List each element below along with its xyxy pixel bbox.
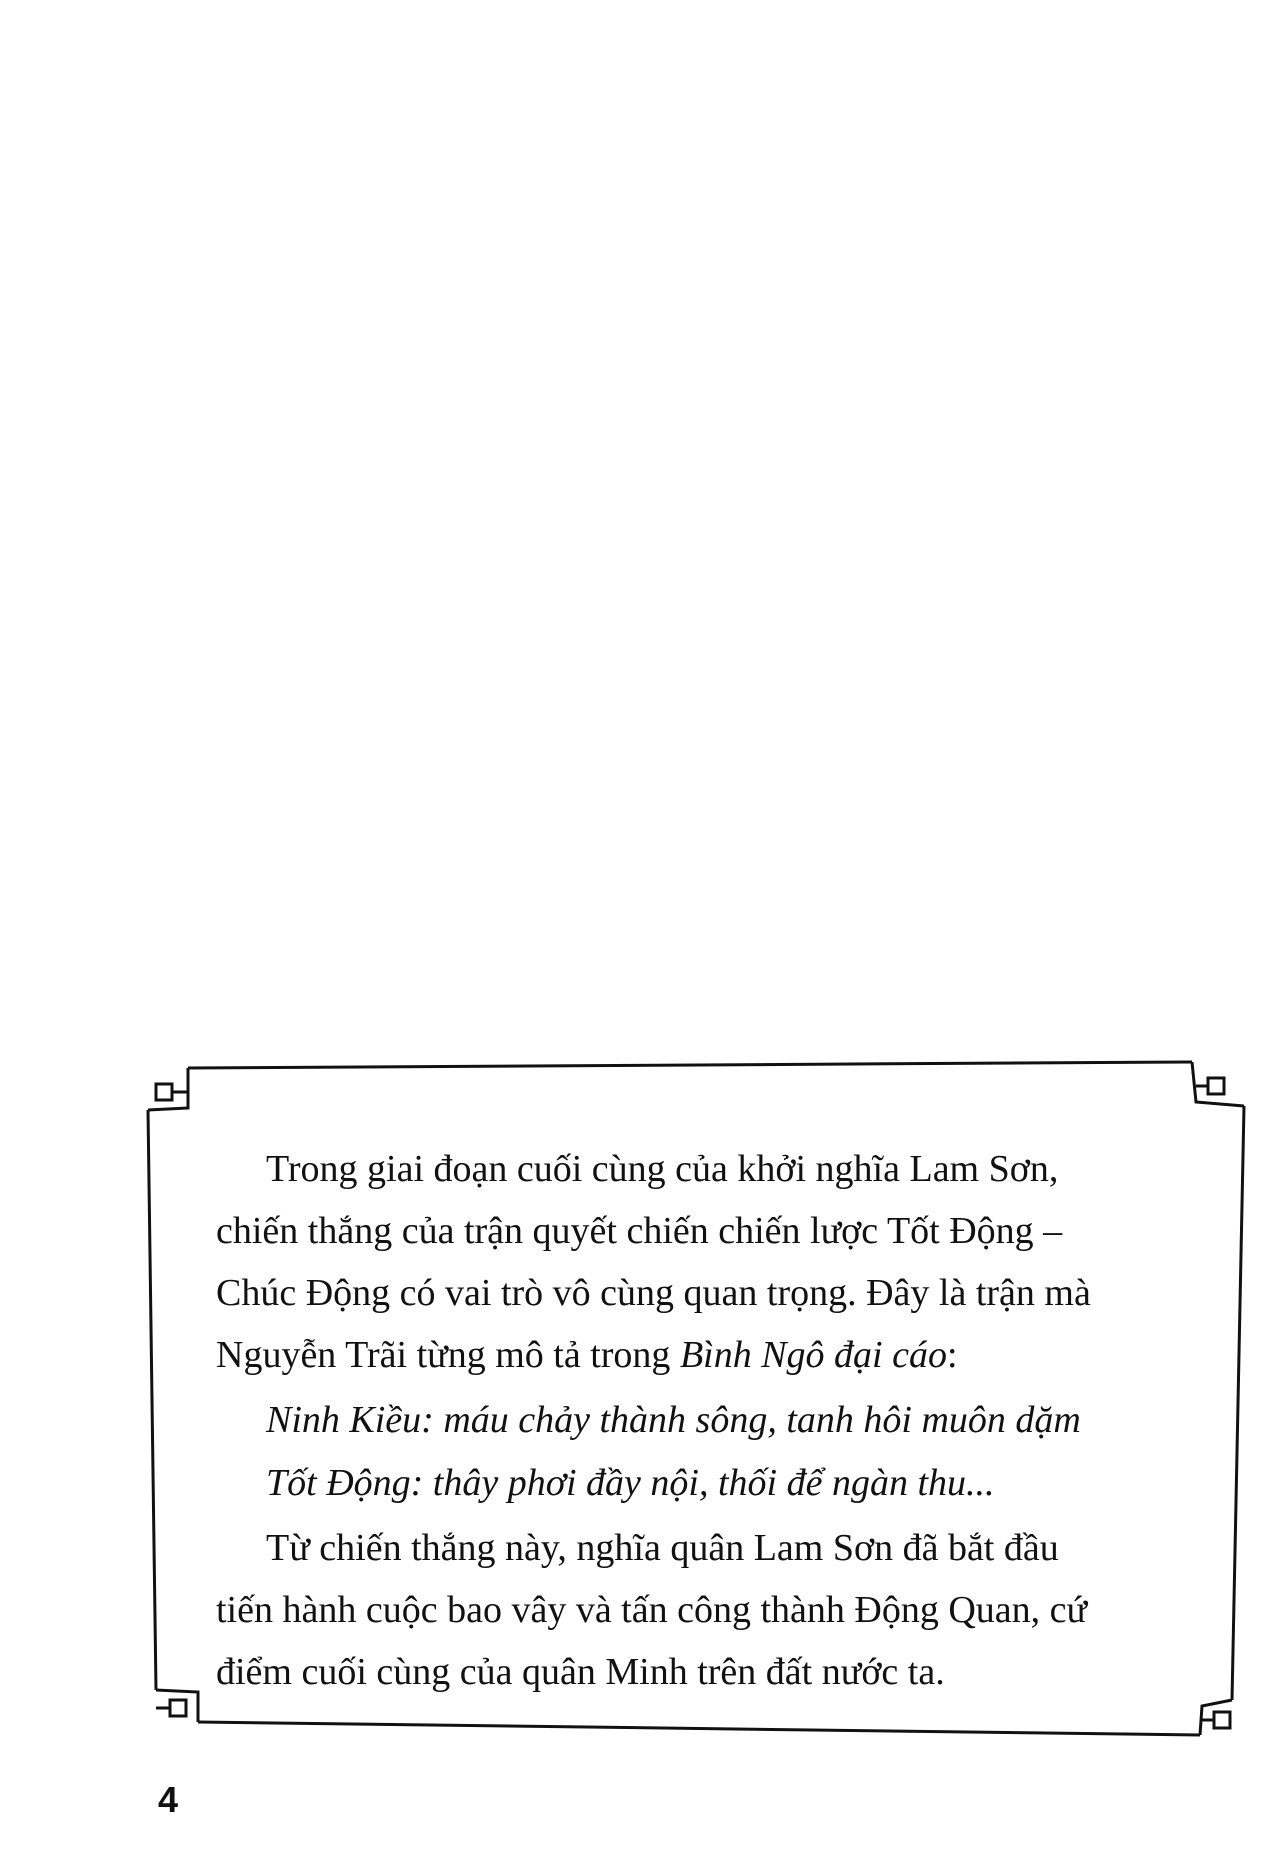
paragraph-1-line-4-prefix: Nguyễn Trãi từng mô tả trong [216, 1334, 680, 1376]
paragraph-2-line-2: tiến hành cuộc bao vây và tấn công thành Động Quan, cứ [216, 1589, 1088, 1631]
paragraph-1-line-3: Chúc Động có vai trò vô cùng quan trọng. Đây là trận mà [216, 1272, 1091, 1314]
page-number: 4 [158, 1779, 179, 1820]
book-title: Bình Ngô đại cáo [679, 1334, 947, 1376]
paragraph-1-line-4 [216, 1333, 958, 1377]
paragraph-2-line-3: điểm cuối cùng của quân Minh trên đất nước ta. [216, 1651, 945, 1693]
paragraph-1-line-4-suffix: : [946, 1334, 958, 1376]
quote-line-1: Ninh Kiều: máu chảy thành sông, tanh hôi muôn dặm [266, 1399, 1081, 1441]
paragraph-2-line-1: Từ chiến thắng này, nghĩa quân Lam Sơn đã bắt đầu [266, 1527, 1059, 1569]
quote-line-2: Tốt Động: thây phơi đầy nội, thối để ngàn thu... [266, 1462, 995, 1504]
paragraph-1-line-1: Trong giai đoạn cuối cùng của khởi nghĩa Lam Sơn, [266, 1148, 1059, 1190]
paragraph-1-line-2: chiến thắng của trận quyết chiến chiến lược Tốt Động – [216, 1210, 1063, 1252]
